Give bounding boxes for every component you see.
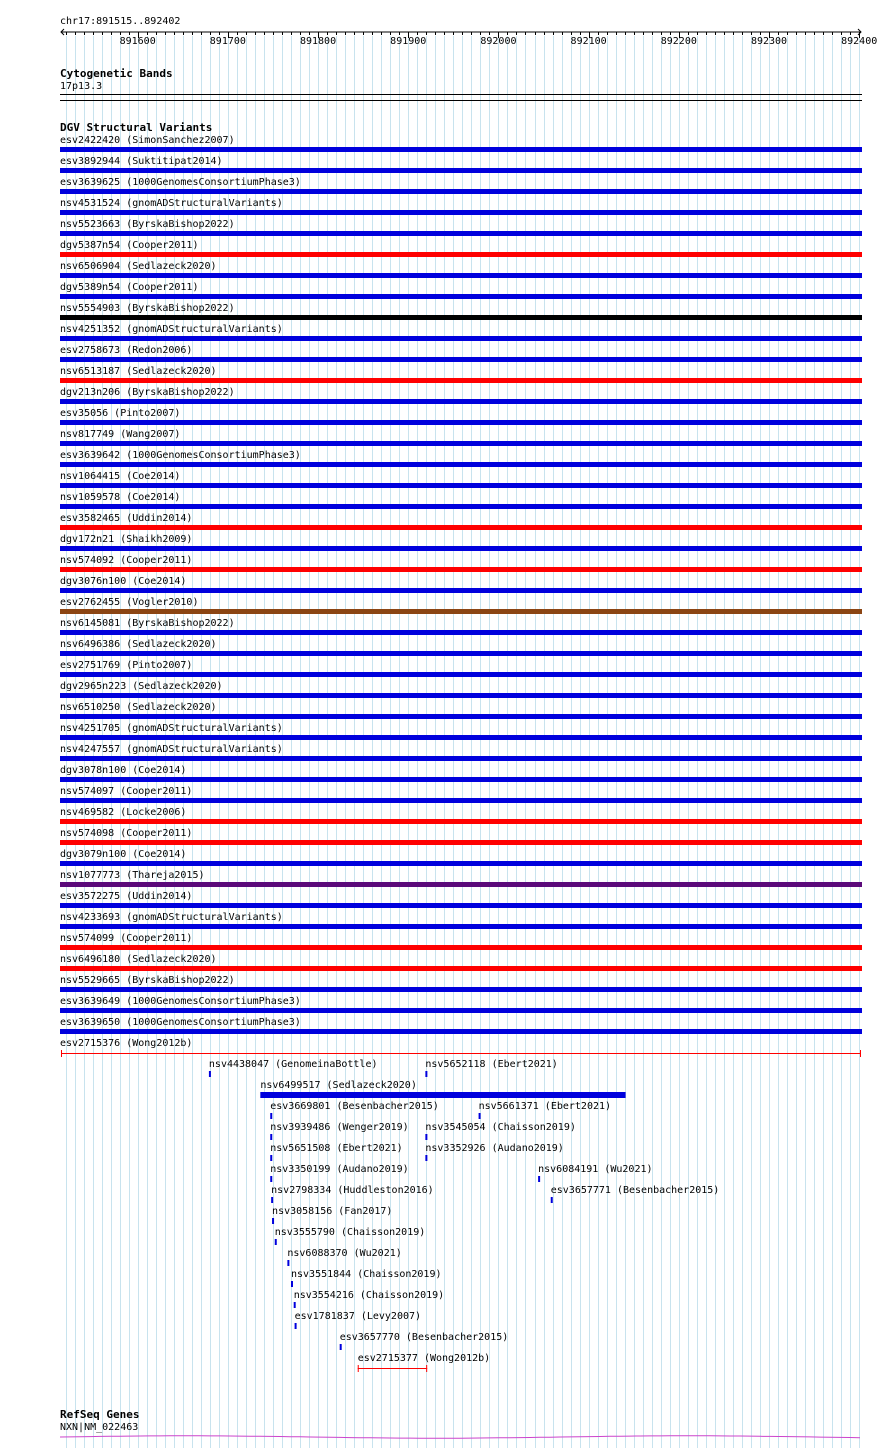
dgv-row[interactable]	[60, 555, 862, 572]
dgv-row-label: nsv469582 (Locke2006)	[60, 807, 187, 818]
dgv-row[interactable]	[60, 219, 862, 236]
dgv-row-label: nsv1064415 (Coe2014)	[60, 471, 181, 482]
dgv-small-feature[interactable]	[425, 1143, 563, 1161]
ruler-tick-label: 891700	[209, 36, 246, 47]
dgv-small-feature-label: nsv6084191 (Wu2021)	[538, 1164, 653, 1175]
dgv-small-feature-label: nsv3939486 (Wenger2019)	[270, 1122, 409, 1133]
dgv-feature-bar[interactable]	[60, 672, 862, 677]
dgv-row[interactable]	[60, 618, 862, 635]
dgv-small-feature-label: nsv3058156 (Fan2017)	[272, 1206, 393, 1217]
dgv-feature-bar[interactable]	[60, 168, 862, 173]
dgv-feature-bar[interactable]	[287, 1260, 289, 1266]
dgv-feature-bar[interactable]	[538, 1176, 540, 1182]
dgv-feature-bar[interactable]	[209, 1071, 211, 1077]
dgv-small-features[interactable]	[209, 1059, 719, 1372]
ruler-tick-label: 892000	[480, 36, 517, 47]
refseq-track[interactable]	[60, 1408, 860, 1438]
dgv-small-feature[interactable]	[275, 1227, 426, 1245]
dgv-small-feature[interactable]	[551, 1185, 720, 1203]
dgv-feature-bar[interactable]	[291, 1281, 293, 1287]
dgv-row-label: esv3582465 (Uddin2014)	[60, 513, 193, 524]
dgv-row[interactable]	[60, 282, 862, 299]
refseq-track-title: RefSeq Genes	[60, 1408, 140, 1421]
dgv-row[interactable]	[60, 534, 862, 551]
dgv-row-label: esv2758673 (Redon2006)	[60, 345, 193, 356]
dgv-feature-bar[interactable]	[60, 819, 862, 824]
dgv-feature-bar[interactable]	[294, 1302, 296, 1308]
dgv-feature-bar[interactable]	[60, 504, 862, 509]
dgv-row-label: dgv3079n100 (Coe2014)	[60, 849, 187, 860]
dgv-small-feature[interactable]	[287, 1248, 401, 1266]
dgv-row[interactable]	[60, 744, 862, 761]
dgv-feature-bar[interactable]	[260, 1092, 625, 1098]
dgv-feature-bar[interactable]	[60, 378, 862, 383]
dgv-row-label: dgv5387n54 (Cooper2011)	[60, 240, 199, 251]
dgv-row[interactable]	[60, 366, 862, 383]
dgv-row-label: nsv6496180 (Sedlazeck2020)	[60, 954, 217, 965]
dgv-small-feature-label: esv3669801 (Besenbacher2015)	[270, 1101, 439, 1112]
dgv-feature-bar[interactable]	[270, 1155, 272, 1161]
dgv-small-feature-label: nsv5661371 (Ebert2021)	[478, 1101, 612, 1112]
dgv-row-label: nsv6513187 (Sedlazeck2020)	[60, 366, 217, 377]
dgv-row-label: esv35056 (Pinto2007)	[60, 408, 181, 419]
dgv-row[interactable]	[60, 240, 862, 257]
dgv-row-label: esv2762455 (Vogler2010)	[60, 597, 199, 608]
dgv-feature-bar[interactable]	[340, 1344, 342, 1350]
dgv-small-feature-label: nsv2798334 (Huddleston2016)	[271, 1185, 434, 1196]
dgv-small-feature-label: nsv6499517 (Sedlazeck2020)	[260, 1080, 417, 1091]
dgv-row-label: nsv574092 (Cooper2011)	[60, 555, 193, 566]
dgv-feature-bar[interactable]	[270, 1113, 272, 1119]
dgv-row[interactable]	[60, 345, 862, 362]
ruler	[60, 16, 877, 47]
dgv-feature-bar[interactable]	[60, 420, 862, 425]
dgv-small-feature-label: nsv6088370 (Wu2021)	[287, 1248, 402, 1259]
dgv-row[interactable]	[60, 135, 862, 152]
dgv-track-title: DGV Structural Variants	[60, 121, 213, 134]
dgv-row-label: esv3639650 (1000GenomesConsortiumPhase3)	[60, 1017, 301, 1028]
location-label: chr17:891515..892402	[60, 16, 181, 27]
dgv-small-feature-label: esv1781837 (Levy2007)	[294, 1311, 422, 1322]
dgv-row[interactable]	[60, 870, 862, 887]
dgv-row[interactable]	[60, 723, 862, 740]
cytoband-track-title: Cytogenetic Bands	[60, 67, 173, 80]
dgv-feature-bar[interactable]	[60, 630, 862, 635]
dgv-feature-bar[interactable]	[271, 1197, 273, 1203]
dgv-feature-bar[interactable]	[60, 273, 862, 278]
dgv-small-feature-label: nsv3551844 (Chaisson2019)	[290, 1269, 442, 1280]
dgv-row-label: nsv5529665 (ByrskaBishop2022)	[60, 975, 235, 986]
ruler-tick-label: 891900	[390, 36, 427, 47]
dgv-row-label: dgv213n206 (ByrskaBishop2022)	[60, 387, 235, 398]
ruler-tick-label: 891600	[119, 36, 156, 47]
dgv-row[interactable]	[60, 807, 862, 824]
dgv-feature-bar[interactable]	[551, 1197, 553, 1203]
dgv-row-label: nsv1077773 (Thareja2015)	[60, 870, 205, 881]
dgv-feature-bar[interactable]	[60, 945, 862, 950]
dgv-row[interactable]	[60, 996, 862, 1013]
dgv-row[interactable]	[60, 324, 862, 341]
dgv-small-feature[interactable]	[425, 1059, 557, 1077]
dgv-feature-bar[interactable]	[272, 1218, 274, 1224]
dgv-row[interactable]	[60, 1038, 861, 1057]
dgv-row[interactable]	[60, 639, 862, 656]
dgv-row-label: esv2751769 (Pinto2007)	[60, 660, 193, 671]
dgv-feature-bar[interactable]	[60, 861, 862, 866]
dgv-feature-bar[interactable]	[60, 252, 862, 257]
dgv-feature-bar[interactable]	[60, 693, 862, 698]
dgv-small-feature[interactable]	[294, 1290, 445, 1308]
dgv-small-feature-label: nsv3555790 (Chaisson2019)	[274, 1227, 426, 1238]
dgv-row[interactable]	[60, 660, 862, 677]
dgv-feature-bar[interactable]	[270, 1134, 272, 1140]
dgv-row[interactable]	[60, 681, 862, 698]
dgv-row-label: dgv3078n100 (Coe2014)	[60, 765, 187, 776]
dgv-row-label: nsv574099 (Cooper2011)	[60, 933, 193, 944]
ruler-tick-label: 892200	[660, 36, 697, 47]
dgv-row-label: esv2715376 (Wong2012b)	[60, 1038, 193, 1049]
dgv-small-feature-label: esv3657770 (Besenbacher2015)	[339, 1332, 509, 1343]
dgv-small-feature-label: nsv3554216 (Chaisson2019)	[293, 1290, 445, 1301]
dgv-row[interactable]	[60, 156, 862, 173]
dgv-feature-bar[interactable]	[60, 525, 862, 530]
ruler-tick-label: 892400	[841, 36, 878, 47]
dgv-feature-bar[interactable]	[60, 840, 862, 845]
dgv-row-label: nsv5523663 (ByrskaBishop2022)	[60, 219, 235, 230]
dgv-row[interactable]	[60, 891, 862, 908]
dgv-feature-bar[interactable]	[60, 399, 862, 404]
dgv-row[interactable]	[60, 933, 862, 950]
dgv-small-feature-label: nsv3350199 (Audano2019)	[270, 1164, 409, 1175]
dgv-small-feature-label: esv3657771 (Besenbacher2015)	[550, 1185, 720, 1196]
cytoband-track[interactable]	[60, 67, 862, 101]
dgv-row[interactable]	[60, 975, 862, 992]
dgv-row-label: nsv4251705 (gnomADStructuralVariants)	[60, 723, 283, 734]
dgv-small-feature-label: nsv5651508 (Ebert2021)	[270, 1143, 403, 1154]
dgv-row[interactable]	[60, 471, 862, 488]
dgv-row-label: dgv2965n223 (Sedlazeck2020)	[60, 681, 223, 692]
dgv-row[interactable]	[60, 912, 862, 929]
dgv-feature-bar[interactable]	[479, 1113, 481, 1119]
dgv-small-feature[interactable]	[272, 1206, 392, 1224]
dgv-row[interactable]	[60, 450, 862, 467]
dgv-row[interactable]	[60, 492, 862, 509]
dgv-feature-bar[interactable]	[60, 1029, 862, 1034]
dgv-small-feature-label: nsv3545054 (Chaisson2019)	[425, 1122, 576, 1133]
dgv-small-feature[interactable]	[271, 1185, 434, 1203]
dgv-feature-bar[interactable]	[60, 651, 862, 656]
dgv-feature-bar[interactable]	[60, 567, 862, 572]
dgv-row[interactable]	[60, 702, 862, 719]
cytoband-band-label: 17p13.3	[60, 81, 103, 92]
dgv-row-label: esv3572275 (Uddin2014)	[60, 891, 193, 902]
dgv-feature-bar[interactable]	[60, 777, 862, 782]
ruler-tick-label: 892300	[750, 36, 788, 47]
dgv-small-feature-label: esv2715377 (Wong2012b)	[357, 1353, 491, 1364]
dgv-row[interactable]	[60, 177, 862, 194]
dgv-feature-bar[interactable]	[60, 735, 862, 740]
dgv-row-label: esv2422420 (SimonSanchez2007)	[60, 135, 235, 146]
dgv-row-label: nsv4251352 (gnomADStructuralVariants)	[60, 324, 283, 335]
dgv-feature-bar[interactable]	[60, 987, 862, 992]
dgv-row[interactable]	[60, 198, 862, 215]
dgv-feature-bar[interactable]	[270, 1176, 272, 1182]
dgv-row[interactable]	[60, 429, 862, 446]
dgv-row-label: nsv4531524 (gnomADStructuralVariants)	[60, 198, 283, 209]
dgv-feature-bar[interactable]	[60, 903, 862, 908]
dgv-feature-bar[interactable]	[60, 588, 862, 593]
dgv-row-label: nsv817749 (Wang2007)	[60, 429, 181, 440]
dgv-row-label: esv3892944 (Suktitipat2014)	[60, 156, 223, 167]
dgv-feature-bar[interactable]	[60, 714, 862, 719]
dgv-row[interactable]	[60, 765, 862, 782]
dgv-feature-bar[interactable]	[60, 483, 862, 488]
dgv-small-feature[interactable]	[295, 1311, 421, 1329]
dgv-feature-bar[interactable]	[60, 147, 862, 152]
dgv-row[interactable]	[60, 303, 862, 320]
ruler-tick-label: 891800	[299, 36, 337, 47]
dgv-feature-bar[interactable]	[60, 315, 862, 320]
dgv-row[interactable]	[60, 408, 862, 425]
dgv-feature-bar[interactable]	[60, 294, 862, 299]
dgv-small-feature[interactable]	[340, 1332, 509, 1350]
dgv-row[interactable]	[60, 1017, 862, 1034]
dgv-small-feature-label: nsv3352926 (Audano2019)	[425, 1143, 564, 1154]
dgv-row-label: nsv6510250 (Sedlazeck2020)	[60, 702, 217, 713]
dgv-row[interactable]	[60, 828, 862, 845]
dgv-row[interactable]	[60, 954, 862, 971]
dgv-row[interactable]	[60, 597, 862, 614]
dgv-feature-bar[interactable]	[60, 462, 862, 467]
dgv-small-feature[interactable]	[260, 1080, 625, 1098]
dgv-feature-bar[interactable]	[60, 1008, 862, 1013]
dgv-row-label: nsv4247557 (gnomADStructuralVariants)	[60, 744, 283, 755]
dgv-row-label: dgv5389n54 (Cooper2011)	[60, 282, 199, 293]
dgv-feature-bar[interactable]	[60, 231, 862, 236]
dgv-row-label: nsv6506904 (Sedlazeck2020)	[60, 261, 217, 272]
dgv-row-label: esv3639642 (1000GenomesConsortiumPhase3)	[60, 450, 301, 461]
dgv-feature-bar[interactable]	[60, 210, 862, 215]
dgv-row[interactable]	[60, 786, 862, 803]
dgv-feature-bar[interactable]	[60, 189, 862, 194]
dgv-row-label: nsv6145081 (ByrskaBishop2022)	[60, 618, 235, 629]
dgv-feature-bar[interactable]	[425, 1155, 427, 1161]
dgv-row-label: dgv3076n100 (Coe2014)	[60, 576, 187, 587]
dgv-row[interactable]	[60, 513, 862, 530]
dgv-feature-bar[interactable]	[60, 756, 862, 761]
dgv-row-label: dgv172n21 (Shaikh2009)	[60, 534, 193, 545]
dgv-feature-bar[interactable]	[60, 336, 862, 341]
dgv-feature-bar[interactable]	[60, 924, 862, 929]
refseq-gene-line[interactable]	[60, 1436, 860, 1438]
dgv-row[interactable]	[60, 261, 862, 278]
dgv-feature-bar[interactable]	[60, 357, 862, 362]
dgv-small-feature-label: nsv5652118 (Ebert2021)	[425, 1059, 558, 1070]
dgv-feature-bar[interactable]	[60, 882, 862, 887]
dgv-row-label: nsv5554903 (ByrskaBishop2022)	[60, 303, 235, 314]
dgv-feature-bar[interactable]	[60, 609, 862, 614]
dgv-full-rows[interactable]	[60, 135, 862, 1057]
dgv-feature-bar[interactable]	[60, 546, 862, 551]
dgv-feature-bar[interactable]	[60, 798, 862, 803]
dgv-row-label: nsv1059578 (Coe2014)	[60, 492, 181, 503]
refseq-gene-label: NXN|NM_022463	[60, 1422, 139, 1433]
dgv-small-feature-label: nsv4438047 (GenomeinaBottle)	[208, 1059, 378, 1070]
dgv-small-feature[interactable]	[209, 1059, 378, 1077]
ruler-tick-label: 892100	[570, 36, 607, 47]
dgv-small-feature[interactable]	[291, 1269, 442, 1287]
dgv-row-label: esv3639625 (1000GenomesConsortiumPhase3)	[60, 177, 301, 188]
dgv-feature-bar[interactable]	[60, 966, 862, 971]
dgv-small-feature[interactable]	[358, 1353, 490, 1372]
dgv-row[interactable]	[60, 576, 862, 593]
dgv-row-label: nsv4233693 (gnomADStructuralVariants)	[60, 912, 283, 923]
dgv-track[interactable]	[60, 121, 862, 1372]
dgv-feature-bar[interactable]	[425, 1071, 427, 1077]
dgv-row[interactable]	[60, 387, 862, 404]
dgv-row-label: nsv574098 (Cooper2011)	[60, 828, 193, 839]
dgv-feature-bar[interactable]	[60, 441, 862, 446]
dgv-row-label: nsv6496386 (Sedlazeck2020)	[60, 639, 217, 650]
dgv-feature-bar[interactable]	[425, 1134, 427, 1140]
dgv-row-label: esv3639649 (1000GenomesConsortiumPhase3)	[60, 996, 301, 1007]
dgv-feature-bar[interactable]	[295, 1323, 297, 1329]
dgv-row-label: nsv574097 (Cooper2011)	[60, 786, 193, 797]
dgv-feature-bar[interactable]	[275, 1239, 277, 1245]
dgv-row[interactable]	[60, 849, 862, 866]
dgv-small-feature[interactable]	[538, 1164, 652, 1182]
